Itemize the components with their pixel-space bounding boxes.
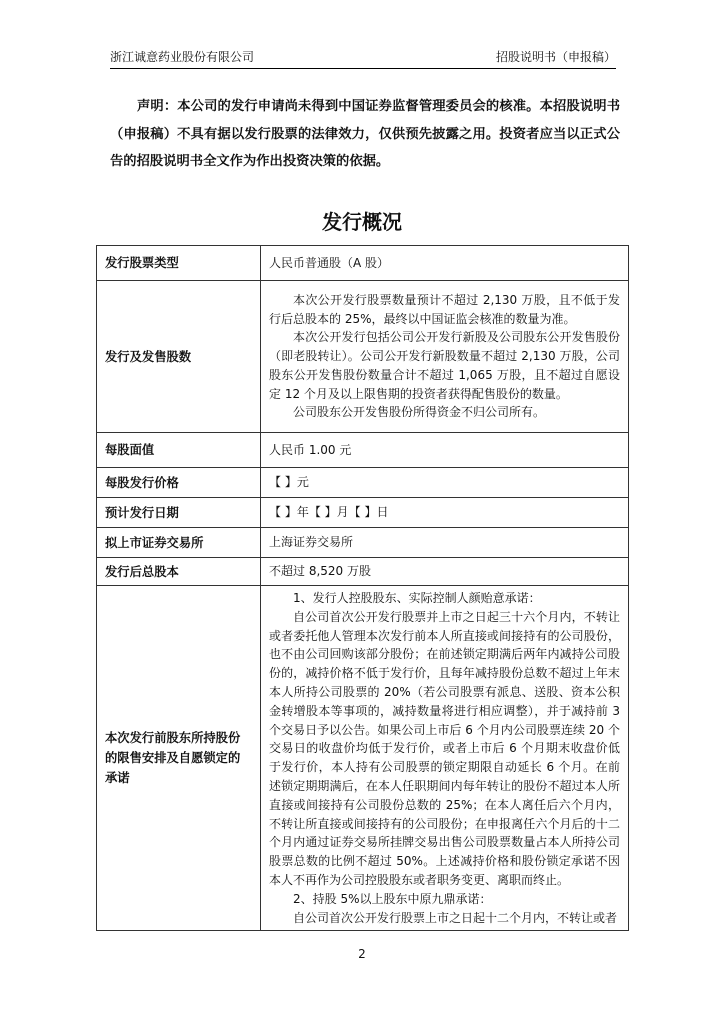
page-number: 2 [358,947,366,961]
par-value-value: 人民币 1.00 元 [269,442,352,457]
row-label: 发行及发售股数 [97,281,261,433]
page-title: 发行概况 [322,210,402,234]
row-value [261,558,629,586]
row-label: 每股发行价格 [97,468,261,498]
stock-type-value: 人民币普通股（A 股） [269,255,390,270]
table-row [97,281,629,433]
header-doc-type: 招股说明书（申报稿） [495,50,616,64]
row-value [261,586,629,931]
table-row [97,498,629,528]
header-divider [110,68,616,69]
table-row [97,468,629,498]
table-row [97,586,629,931]
row-value [261,528,629,558]
lockup-heading-1: 1、发行人控股股东、实际控制人颜贻意承诺： [293,591,541,605]
row-label: 本次发行前股东所持股份的限售安排及自愿锁定的承诺 [97,586,261,931]
row-value [261,246,629,281]
row-label: 拟上市证券交易所 [97,528,261,558]
row-label: 预计发行日期 [97,498,261,528]
lockup-heading-2: 2、持股 5%以上股东中原九鼎承诺： [293,891,492,906]
issue-date-value: 【 】年【 】月【 】日 [269,505,389,520]
row-label: 发行后总股本 [97,558,261,586]
header-company: 浙江诚意药业股份有限公司 [110,50,255,64]
issue-shares-para: 本次公开发行包括公司公开发行新股及公司股东公开发售股份（即老股转让）。公司公开发行新股数量不超过 2,130 万股，公司股东公开发售股份数量合计不超过 1,065 万股，且不超过自愿设定 12 个月及以上限售期的投资者获得配售股份的数量。 [269,330,620,401]
disclaimer-statement: 声明：本公司的发行申请尚未得到中国证券监督管理委员会的核准。本招股说明书（申报稿）不具有据以发行股票的法律效力，仅供预先披露之用。投资者应当以正式公告的招股说明书全文作为作出投资决策的依据。 [110,99,620,169]
total-shares-value: 不超过 8,520 万股 [269,564,371,579]
lockup-body-2: 自公司首次公开发行股票上市之日起十二个月内，不转让或者 [293,910,618,925]
row-value [261,433,629,468]
page-header [110,48,616,72]
table-row [97,246,629,281]
lockup-body-1: 自公司首次公开发行股票并上市之日起三十六个月内，不转让或者委托他人管理本次发行前本人所直接或间接持有的公司股份，也不由公司回购该部分股份；在前述锁定期满后两年内减持公司股份的，减持价格不低于发行价，且每年减持股份总数不超过上年末本人所持公司股票的 20%（若公司股票有派息、送股、资本公积金转增股本等事项的，减持数量将进行相应调整），并于减持前 3 个交易日予以公告。如果公司上市后 6 个月内公司股票连续 20 个交易日的收盘价均低于发行价，或者上市后 6 个月期末收盘价低于发行价，本人持有公司股票的锁定期限自动延长 6 个月。在前述锁定期期满后，在本人任职期间内每年转让的股份不超过本人所直接或间接持有公司股份总数的 25%；在本人离任后六个月内，不转让所直接或间接持有的公司股份；在申报离任六个月后的十二个月内通过证券交易所挂牌交易出售公司股票数量占本人所持公司股票总数的比例不超过 50%。上述减持价格和股份锁定承诺不因本人不再作为公司控股股东或者职务变更、离职而终止。 [269,609,620,887]
issue-shares-para: 本次公开发行股票数量预计不超过 2,130 万股，且不低于发行后总股本的 25%，最终以中国证监会核准的数量为准。 [269,292,620,326]
row-label: 每股面值 [97,433,261,468]
row-value [261,468,629,498]
row-value [261,498,629,528]
offering-overview-table [96,245,629,931]
issue-shares-para: 公司股东公开发售股份所得资金不归公司所有。 [293,405,546,420]
table-row [97,558,629,586]
table-row [97,433,629,468]
row-label: 发行股票类型 [97,246,261,281]
exchange-value: 上海证券交易所 [269,535,354,550]
issue-price-value: 【 】元 [269,475,309,490]
table-row [97,528,629,558]
row-value [261,281,629,433]
